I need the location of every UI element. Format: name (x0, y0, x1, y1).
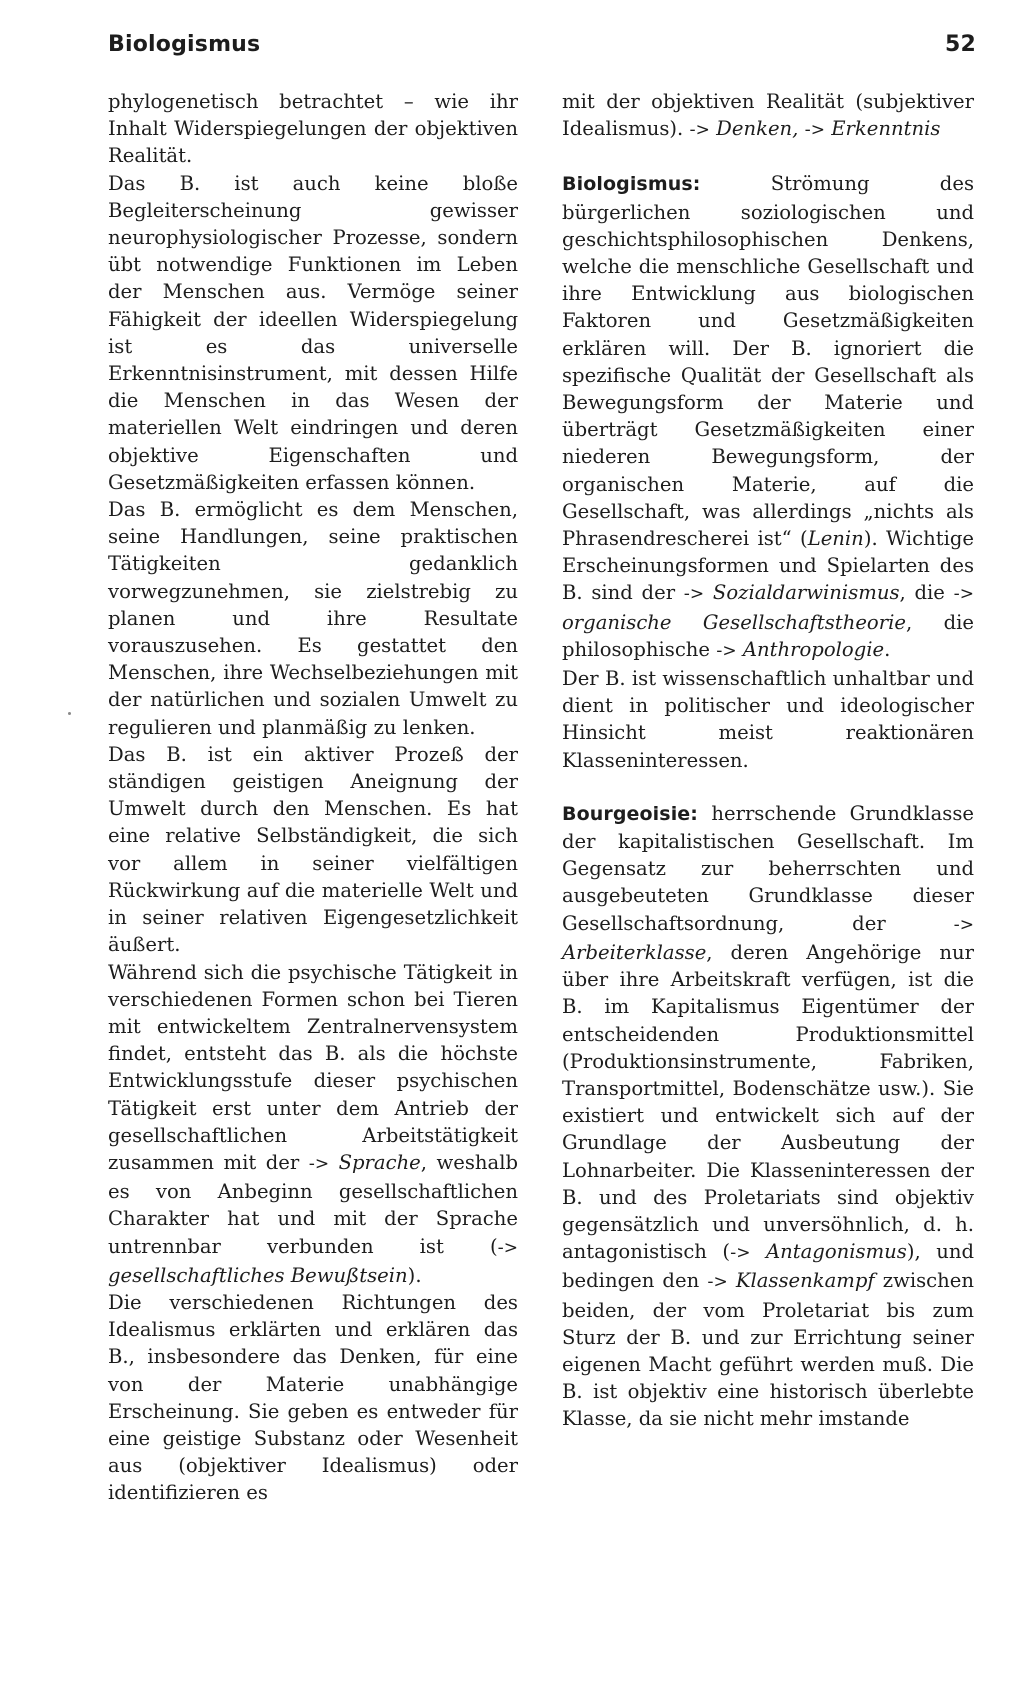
cross-reference-link[interactable]: gesellschaftliches Bewußtsein (108, 1263, 408, 1287)
entry-biologismus (562, 170, 974, 665)
arrow-icon: -> (308, 1153, 330, 1174)
arrow-icon: -> (689, 120, 710, 141)
text-span: ), und bedingen den (562, 1240, 974, 1293)
text-span: mit der objektiven Realität (subjektiver Idealismus). (562, 90, 974, 141)
paragraph (562, 88, 974, 144)
cross-reference-link[interactable]: organische Gesellschaftstheorie (562, 610, 906, 634)
arrow-icon: -> (953, 914, 975, 935)
cross-reference-link[interactable]: Klassenkampf (735, 1269, 875, 1293)
text-span: ). Wichtige Erscheinungsformen und Spielarten des B. sind der (562, 527, 974, 605)
cross-reference-link[interactable]: Sozialdarwinismus (712, 581, 900, 605)
arrow-icon: -> (683, 584, 705, 605)
entry-term: Bourgeoisie: (562, 802, 698, 825)
entry-bourgeoisie (562, 800, 974, 1433)
text-span: , weshalb es von Anbeginn gesellschaftlichen Charakter hat und mit der Sprache untrennbar verbunden ist ( (108, 1150, 519, 1258)
left-column (108, 88, 518, 1507)
arrow-icon: -> (707, 1272, 728, 1293)
paragraph: Die verschiedenen Richtungen des Idealismus erklärten und erklären das B., insbesondere das Denken, für eine von der Materie unabhängige Erscheinung. Sie geben es entweder für eine geistige Substanz oder Wesenheit aus (objektiver Idealismus) oder identifizieren es (108, 1290, 518, 1505)
margin-mark (68, 712, 71, 715)
cross-reference-link[interactable]: Sprache (338, 1150, 421, 1174)
page-header (108, 32, 976, 66)
cross-reference-link[interactable]: Anthropologie (742, 637, 885, 661)
arrow-icon: -> (730, 1243, 751, 1264)
entry-term: Biologismus: (562, 173, 701, 196)
text-span: Strömung des bürgerlichen soziologischen und geschichtsphilosophischen Denkens, welche die menschliche Gesellschaft und ihre Entwicklung aus biologischen Faktoren und Gesetzmäßigkeiten erklären will. Der B. ignoriert die spezifische Qualität der Gesellschaft als Bewegungsform der Materie und überträgt Gesetzmäßigkeiten einer niederen Bewegungsform, der organischen Materie, auf die Gesellschaft, was allerdings „nichts als Phrasendrescherei ist“ ( (562, 172, 974, 551)
paragraph: phylogenetisch betrachtet – wie ihr Inhalt Widerspiegelungen der objektiven Realität. (108, 90, 518, 168)
text-span: , deren Angehörige nur über ihre Arbeitskraft verfügen, ist die B. im Kapitalismus Eigentümer der entscheidenden Produktionsmittel (Produktionsinstrumente, Fabriken, Transportmittel, Bodenschätze usw.). Sie existiert und entwickelt sich auf der Grundlage der Ausbeutung der Lohnarbeiter. Die Klasseninteressen der B. und des Proletariats sind objektiv gegensätzlich und unversöhnlich, d. h. antagonistisch ( (562, 940, 974, 1264)
paragraph: Der B. ist wissenschaftlich unhaltbar und dient in politischer und ideologischer Hinsicht meist reaktionären Klasseninteressen. (562, 667, 974, 772)
text-span: herrschende Grundklasse der kapitalistischen Gesellschaft. Im Gegensatz zur beherrschten und ausgebeuteten Grundklasse dieser Gesellschaftsordnung, der (562, 801, 974, 935)
text-span: ). (407, 1263, 422, 1287)
cross-reference-link[interactable]: Erkenntnis (831, 117, 941, 141)
arrow-icon: -> (953, 584, 974, 605)
cross-reference-link[interactable]: Antagonismus (765, 1240, 907, 1264)
right-column (562, 88, 974, 1433)
running-head: Biologismus (108, 32, 261, 57)
paragraph: Das B. ermöglicht es dem Menschen, seine Handlungen, seine praktischen Tätigkeiten gedanklich vorwegzunehmen, sie zielstrebig zu planen und ihre Resultate vorauszusehen. Es gestattet den Menschen, ihre Wechselbeziehungen mit der natürlichen und sozialen Umwelt zu regulieren und planmäßig zu lenken. (108, 498, 518, 739)
text-span: Während sich die psychische Tätigkeit in verschiedenen Formen schon bei Tieren mit entwickeltem Zentralnervensystem findet, entsteht das B. als die höchste Entwicklungsstufe dieser psychischen Tätigkeit erst unter dem Antrieb der gesellschaftlichen Arbeitstätigkeit zusammen mit der (108, 960, 518, 1174)
cross-reference-link[interactable]: Arbeiterklasse (562, 940, 707, 964)
paragraph (108, 959, 518, 1289)
text-span: zwischen beiden, der vom Proletariat bis zum Sturz der B. und zur Errichtung seiner eigenen Macht geführt werden muß. Die B. ist objektiv eine historisch überlebte Klasse, da sie nicht mehr imstande (562, 1269, 974, 1431)
paragraph: Das B. ist ein aktiver Prozeß der ständigen geistigen Aneignung der Umwelt durch den Menschen. Es hat eine relative Selbständigkeit, die sich vor allem in seiner vielfältigen Rückwirkung auf die materielle Welt und in seiner relativen Eigengesetzlichkeit äußert. (108, 742, 518, 957)
text-span: . (884, 637, 891, 661)
arrow-icon: -> (804, 120, 826, 141)
cross-reference-link[interactable]: Denken, (716, 117, 799, 141)
arrow-icon: -> (716, 640, 737, 661)
text-span: , die (899, 581, 945, 605)
cross-reference-author: Lenin (807, 527, 864, 551)
arrow-icon: -> (497, 1237, 518, 1258)
page-number: 52 (944, 32, 976, 57)
paragraph: Das B. ist auch keine bloße Begleiterscheinung gewisser neurophysiologischer Prozesse, sondern übt notwendige Funktionen im Leben der Menschen aus. Vermöge seiner Fähigkeit der ideellen Widerspiegelung ist es das universelle Erkenntnisinstrument, mit dessen Hilfe die Menschen in das Wesen der materiellen Welt eindringen und deren objektive Eigenschaften und Gesetzmäßigkeiten erfassen können. (108, 171, 518, 494)
text-span: , die philosophische (562, 610, 974, 661)
